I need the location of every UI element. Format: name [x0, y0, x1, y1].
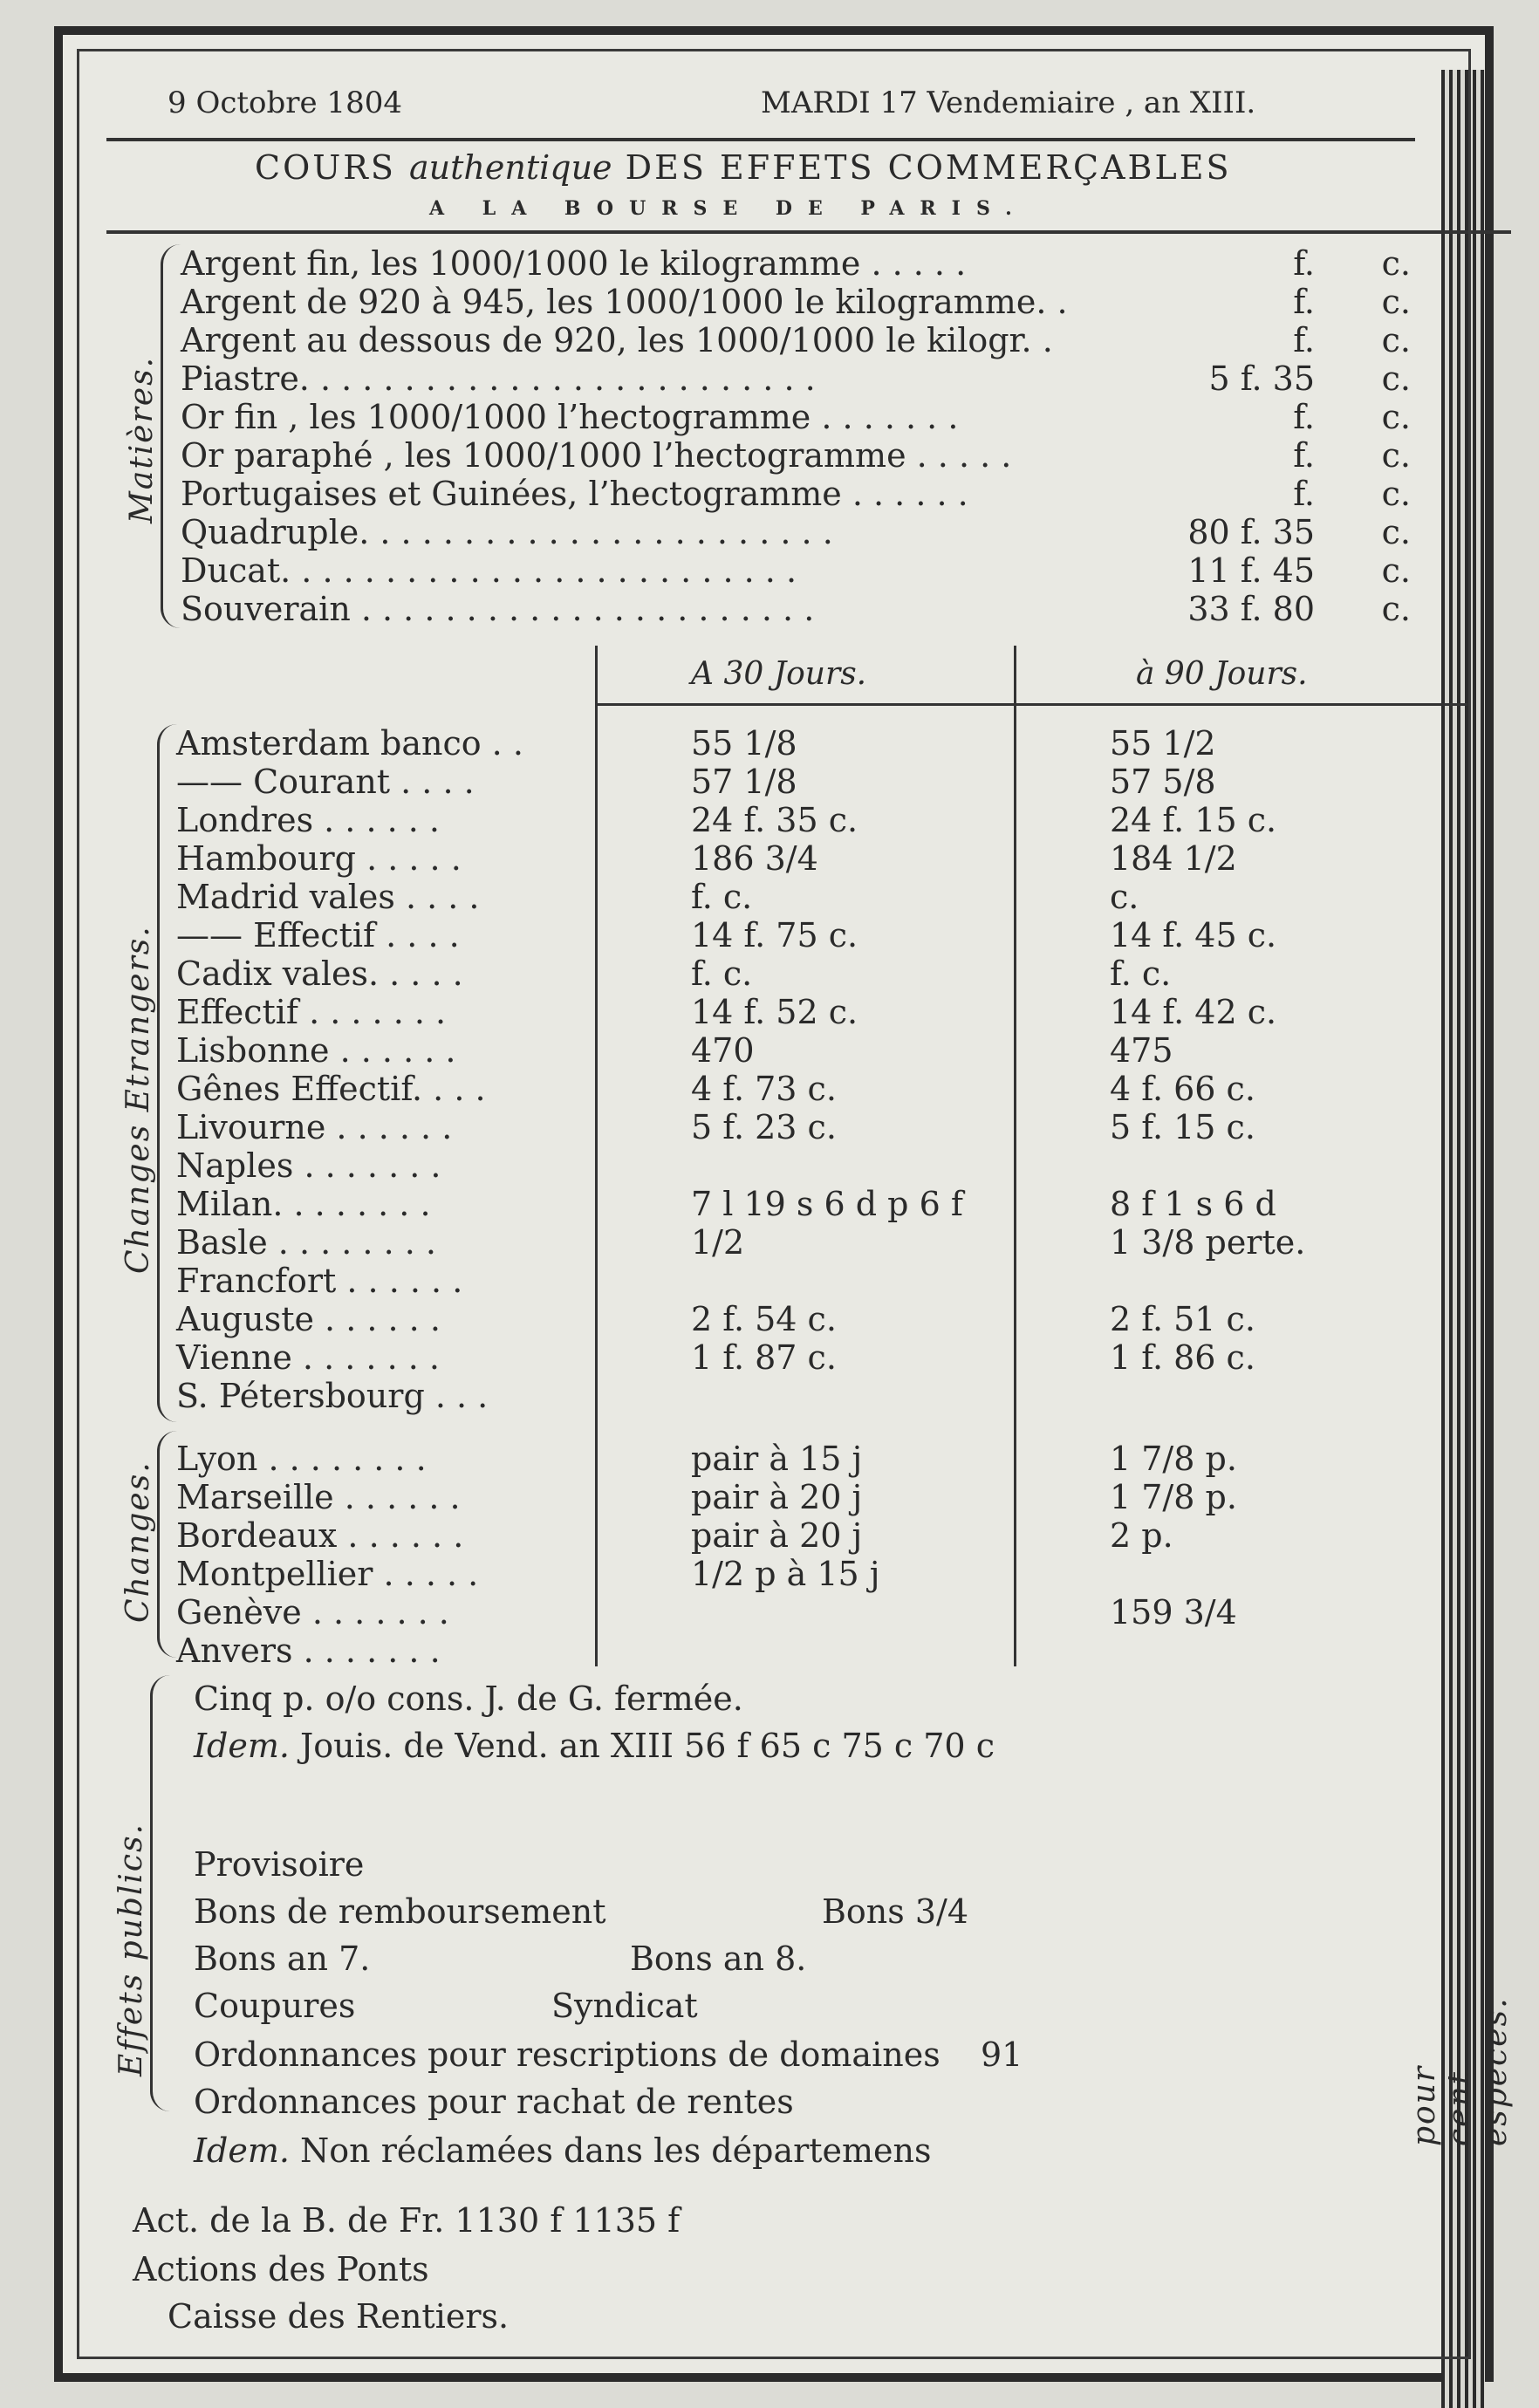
footer-caisse: Caisse des Rentiers.	[168, 2297, 510, 2336]
matieres-value: f.	[1293, 244, 1315, 283]
matieres-name: Portugaises et Guinées, l’hectogramme . . . . . .	[181, 475, 968, 513]
matieres-value: f.	[1293, 475, 1315, 513]
effets-bons-an8: Bons an 8.	[630, 1939, 807, 1978]
effets-coupures: Coupures	[194, 1987, 356, 2025]
etrangers-place: Francfort . . . . . .	[176, 1262, 463, 1300]
etrangers-place: Gênes Effectif. . . .	[176, 1070, 486, 1108]
footer-actions-ponts: Actions des Ponts	[133, 2250, 429, 2288]
etrangers-place: Hambourg . . . . .	[176, 839, 462, 878]
etrangers-place: Effectif . . . . . . .	[176, 993, 447, 1031]
etrangers-a30: 14 f. 75 c.	[691, 916, 858, 954]
etrangers-a90: c.	[1110, 878, 1139, 916]
matieres-cents: c.	[1381, 244, 1411, 283]
etrangers-place: —— Effectif . . . .	[176, 916, 460, 954]
etrangers-place: Vienne . . . . . . .	[176, 1338, 440, 1377]
etrangers-place: Londres . . . . . .	[176, 801, 441, 839]
matieres-value: 5 f. 35	[1208, 359, 1315, 398]
etrangers-label: Changes Etrangers.	[120, 925, 156, 1274]
document-page	[54, 26, 1514, 2382]
etrangers-a30: 14 f. 52 c.	[691, 993, 858, 1031]
etrangers-a90: 24 f. 15 c.	[1110, 801, 1277, 839]
effets-label: Effets publics.	[113, 1823, 149, 2076]
effets-bons-an7: Bons an 7.	[194, 1939, 371, 1978]
matieres-cents: c.	[1381, 321, 1411, 359]
changes-label: Changes.	[120, 1461, 156, 1623]
etrangers-place: Naples . . . . . . .	[176, 1146, 441, 1185]
etrangers-a30: 2 f. 54 c.	[691, 1300, 837, 1338]
etrangers-a30: 1/2	[691, 1223, 745, 1262]
matieres-name: Souverain . . . . . . . . . . . . . . . . . . . . . .	[181, 590, 815, 628]
etrangers-place: —— Courant . . . .	[176, 763, 475, 801]
changes-a90: 2 p.	[1110, 1516, 1173, 1555]
matieres-cents: c.	[1381, 436, 1411, 475]
etrangers-a90: 475	[1110, 1031, 1173, 1070]
matieres-cents: c.	[1381, 551, 1411, 590]
changes-a90: 159 3/4	[1110, 1593, 1237, 1632]
matieres-cents: c.	[1381, 359, 1411, 398]
etrangers-a90: 1 3/8 perte.	[1110, 1223, 1306, 1262]
header-day: MARDI 17 Vendemiaire , an XIII.	[761, 86, 1256, 120]
etrangers-a90: 184 1/2	[1110, 839, 1237, 878]
matieres-cents: c.	[1381, 590, 1411, 628]
effets-ordonnances-rachat: Ordonnances pour rachat de rentes	[194, 2083, 794, 2121]
matieres-name: Argent au dessous de 920, les 1000/1000 le kilogr. .	[181, 321, 1053, 359]
changes-place: Genève . . . . . . .	[176, 1593, 449, 1632]
changes-place: Lyon . . . . . . . .	[176, 1440, 427, 1478]
matieres-name: Piastre. . . . . . . . . . . . . . . . . . . . . . . . .	[181, 359, 816, 398]
etrangers-a30: 186 3/4	[691, 839, 818, 878]
effets-jouis: Jouis. de Vend. an XIII 56 f 65 c 75 c 70 c	[300, 1727, 995, 1765]
effets-reclamees: Non réclamées dans les départemens	[300, 2131, 932, 2170]
etrangers-a90: 1 f. 86 c.	[1110, 1338, 1255, 1377]
matieres-cents: c.	[1381, 283, 1411, 321]
etrangers-a30: 5 f. 23 c.	[691, 1108, 837, 1146]
etrangers-a30: 55 1/8	[691, 724, 797, 763]
matieres-value: f.	[1293, 321, 1315, 359]
header-date: 9 Octobre 1804	[168, 86, 402, 120]
effets-ordonnances-value: 91	[981, 2035, 1023, 2074]
effets-syndicat: Syndicat	[551, 1987, 698, 2025]
matieres-label: Matières.	[124, 355, 160, 523]
effets-bons-34: Bons 3/4	[822, 1892, 969, 1931]
matieres-name: Or fin , les 1000/1000 l’hectogramme . . . . . . .	[181, 398, 959, 436]
etrangers-a90: f. c.	[1110, 954, 1172, 993]
matieres-name: Or paraphé , les 1000/1000 l’hectogramme . . . . .	[181, 436, 1012, 475]
page-subtitle: A LA BOURSE DE PARIS.	[429, 197, 1028, 220]
effets-idem2: Idem.	[194, 2131, 290, 2170]
matieres-cents: c.	[1381, 513, 1411, 551]
etrangers-a30: 24 f. 35 c.	[691, 801, 858, 839]
title-authentique: authentique	[409, 148, 612, 187]
etrangers-a30: 470	[691, 1031, 755, 1070]
etrangers-place: Auguste . . . . . .	[176, 1300, 441, 1338]
etrangers-a90: 8 f 1 s 6 d	[1110, 1185, 1276, 1223]
effets-ordonnances-rescriptions: Ordonnances pour rescriptions de domaines	[194, 2035, 940, 2074]
page-inner-frame	[77, 49, 1471, 2359]
changes-place: Bordeaux . . . . . .	[176, 1516, 464, 1555]
column-a30: A 30 Jours.	[691, 656, 867, 692]
etrangers-a30: 4 f. 73 c.	[691, 1070, 837, 1108]
etrangers-place: Amsterdam banco . .	[176, 724, 523, 763]
changes-a30: pair à 15 j	[691, 1440, 863, 1478]
matieres-value: 33 f. 80	[1187, 590, 1315, 628]
title-cours: COURS	[255, 148, 396, 187]
matieres-name: Ducat. . . . . . . . . . . . . . . . . . . . . . . . .	[181, 551, 797, 590]
matieres-value: f.	[1293, 283, 1315, 321]
changes-a90: 1 7/8 p.	[1110, 1440, 1237, 1478]
etrangers-a90: 14 f. 42 c.	[1110, 993, 1277, 1031]
effets-cinq: Cinq p. o/o cons. J. de G. fermée.	[194, 1679, 743, 1718]
matieres-value: f.	[1293, 436, 1315, 475]
footer-actions-banque: Act. de la B. de Fr. 1130 f 1135 f	[133, 2201, 681, 2240]
column-a90: à 90 Jours.	[1136, 656, 1308, 692]
matieres-name: Argent de 920 à 945, les 1000/1000 le kilogramme. .	[181, 283, 1068, 321]
matieres-cents: c.	[1381, 398, 1411, 436]
matieres-name: Argent fin, les 1000/1000 le kilogramme . . . . .	[181, 244, 967, 283]
etrangers-place: Cadix vales. . . . .	[176, 954, 463, 993]
matieres-cents: c.	[1381, 475, 1411, 513]
effets-idem: Idem.	[194, 1727, 290, 1765]
etrangers-place: Lisbonne . . . . . .	[176, 1031, 456, 1070]
changes-place: Anvers . . . . . . .	[176, 1632, 441, 1670]
effets-provisoire: Provisoire	[194, 1845, 365, 1884]
etrangers-place: S. Pétersbourg . . .	[176, 1377, 489, 1415]
etrangers-a90: 4 f. 66 c.	[1110, 1070, 1255, 1108]
changes-a90: 1 7/8 p.	[1110, 1478, 1237, 1516]
etrangers-a30: f. c.	[691, 878, 753, 916]
etrangers-place: Milan. . . . . . . .	[176, 1185, 431, 1223]
matieres-value: 80 f. 35	[1187, 513, 1315, 551]
changes-a30: 1/2 p à 15 j	[691, 1555, 880, 1593]
etrangers-a30: f. c.	[691, 954, 753, 993]
matieres-value: f.	[1293, 398, 1315, 436]
etrangers-a90: 2 f. 51 c.	[1110, 1300, 1255, 1338]
changes-place: Montpellier . . . . .	[176, 1555, 479, 1593]
etrangers-a30: 1 f. 87 c.	[691, 1338, 837, 1377]
etrangers-a30: 57 1/8	[691, 763, 797, 801]
effets-side-note: pour cent especes.	[1406, 1996, 1514, 2146]
matieres-name: Quadruple. . . . . . . . . . . . . . . . . . . . . . .	[181, 513, 833, 551]
etrangers-a90: 57 5/8	[1110, 763, 1216, 801]
etrangers-place: Basle . . . . . . . .	[176, 1223, 436, 1262]
changes-a30: pair à 20 j	[691, 1478, 863, 1516]
changes-a30: pair à 20 j	[691, 1516, 863, 1555]
effets-bons-remb: Bons de remboursement	[194, 1892, 606, 1931]
matieres-value: 11 f. 45	[1187, 551, 1315, 590]
etrangers-place: Livourne . . . . . .	[176, 1108, 453, 1146]
title-rest: DES EFFETS COMMERÇABLES	[625, 148, 1232, 187]
changes-place: Marseille . . . . . .	[176, 1478, 461, 1516]
etrangers-place: Madrid vales . . . .	[176, 878, 480, 916]
etrangers-a90: 14 f. 45 c.	[1110, 916, 1277, 954]
etrangers-a30: 7 l 19 s 6 d p 6 f	[691, 1185, 963, 1223]
etrangers-a90: 5 f. 15 c.	[1110, 1108, 1255, 1146]
etrangers-a90: 55 1/2	[1110, 724, 1216, 763]
